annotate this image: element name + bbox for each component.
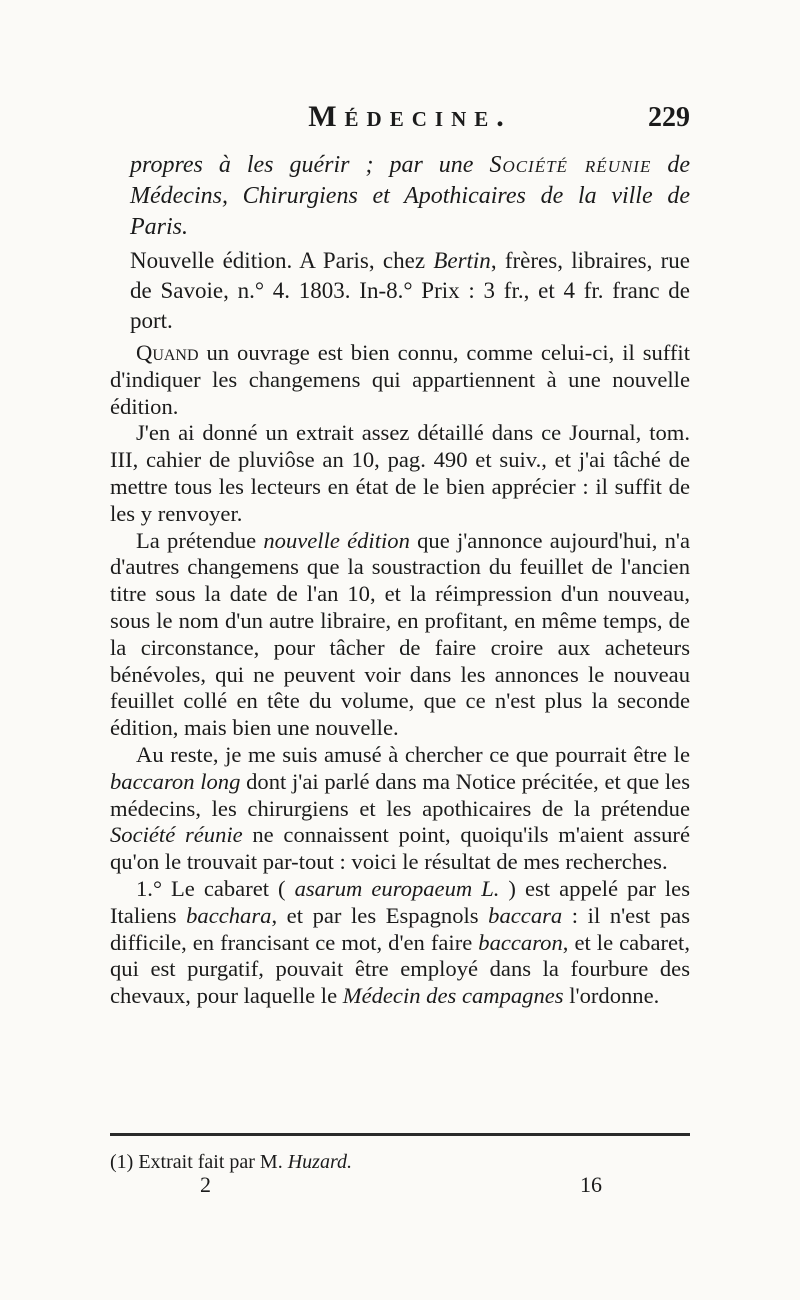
paragraph	[110, 876, 690, 1010]
italic-text: baccaron	[478, 929, 563, 955]
paragraph-text: La prétendue	[136, 527, 264, 553]
printer-signatures	[110, 1172, 690, 1202]
italic-text: bacchara	[186, 902, 272, 928]
paragraph-text: que j'annonce aujourd'hui, n'a d'autres changemens que la soustraction du feuillet de l'ancien titre sous la date de l'an 10, et la réimpression d'un nouveau, sous le nom d'un autre libraire, en profitant, en même temps, de la circonstance, pour tâcher de faire croire aux acheteurs bénévoles, qui ne peuvent voir dans les annonces le nouveau feuillet collé en tête du volume, que ce n'est plus la seconde édition, mais bien une nouvelle.	[110, 527, 691, 741]
footnote-divider	[110, 1133, 690, 1136]
publisher-name: Bertin	[433, 248, 491, 273]
footnote-text: (1) Extrait fait par M.	[110, 1151, 288, 1173]
paragraph-text: , et par les Espagnols	[271, 902, 489, 928]
title-part: propres à les guérir ; par une	[130, 152, 490, 178]
paragraph	[110, 742, 690, 876]
lead-word: Quand	[136, 340, 199, 365]
paragraph-text: : il n'est pas difficile, en francisant ce mot, d'en faire	[110, 902, 690, 955]
italic-text: asarum europaeum L.	[294, 875, 500, 901]
paragraph	[110, 340, 690, 420]
italic-text: baccaron long	[110, 768, 241, 794]
signature-mark-right: 16	[580, 1172, 602, 1197]
society-name: Société réunie	[489, 152, 652, 178]
paragraph-text: 1.° Le cabaret (	[136, 875, 295, 901]
footnote	[110, 1150, 690, 1174]
paragraph-text: ne connaissent point, quoiqu'ils m'aient assuré qu'on le trouvait par-tout : voici le résultat de mes recherches.	[110, 822, 690, 875]
page-header	[130, 100, 690, 144]
italic-text: Médecin des campagnes	[342, 983, 564, 1009]
article-body	[110, 340, 690, 1010]
publication-info	[130, 246, 690, 336]
pub-part: , frères, libraires, rue de Savoie, n.° 4. 1803. In-8.° Prix : 3 fr., et 4 fr. franc de port.	[130, 248, 690, 333]
page-number: 229	[648, 102, 690, 133]
book-title	[130, 150, 690, 243]
paragraph	[110, 528, 690, 742]
paragraph-text: dont j'ai parlé dans ma Notice précitée, et que les médecins, les chirurgiens et les apothicaires de la prétendue	[110, 768, 690, 821]
signature-mark-left: 2	[200, 1172, 211, 1197]
paragraph: J'en ai donné un extrait assez détaillé dans ce Journal, tom. III, cahier de pluviôse an 10, pag. 490 et suiv., et j'ai tâché de mettre tous les lecteurs en état de le bien apprécier : il suffit de les y renvoyer.	[110, 420, 690, 526]
title-part: de Médecins, Chirurgiens et Apothicaires de la ville de Paris.	[130, 152, 690, 240]
paragraph-text: un ouvrage est bien connu, comme celui-ci, il suffit d'indiquer les changemens qui appartiennent à une nouvelle édition.	[110, 340, 690, 419]
paragraph-text: l'ordonne.	[563, 983, 660, 1009]
running-title: Médecine.	[308, 100, 512, 133]
paragraph-text: ) est appelé par les Italiens	[110, 875, 690, 928]
footnote-author: Huzard.	[287, 1151, 352, 1173]
paragraph-text: Au reste, je me suis amusé à chercher ce que pourrait être le	[136, 741, 690, 767]
pub-part: Nouvelle édition. A Paris, chez	[130, 248, 434, 273]
paragraph-text: , et le cabaret, qui est purgatif, pouvait être employé dans la fourbure des chevaux, pour laquelle le	[110, 929, 690, 1009]
italic-text: baccara	[488, 902, 563, 928]
italic-text: nouvelle édition	[263, 527, 410, 553]
italic-text: Société réunie	[110, 822, 243, 848]
